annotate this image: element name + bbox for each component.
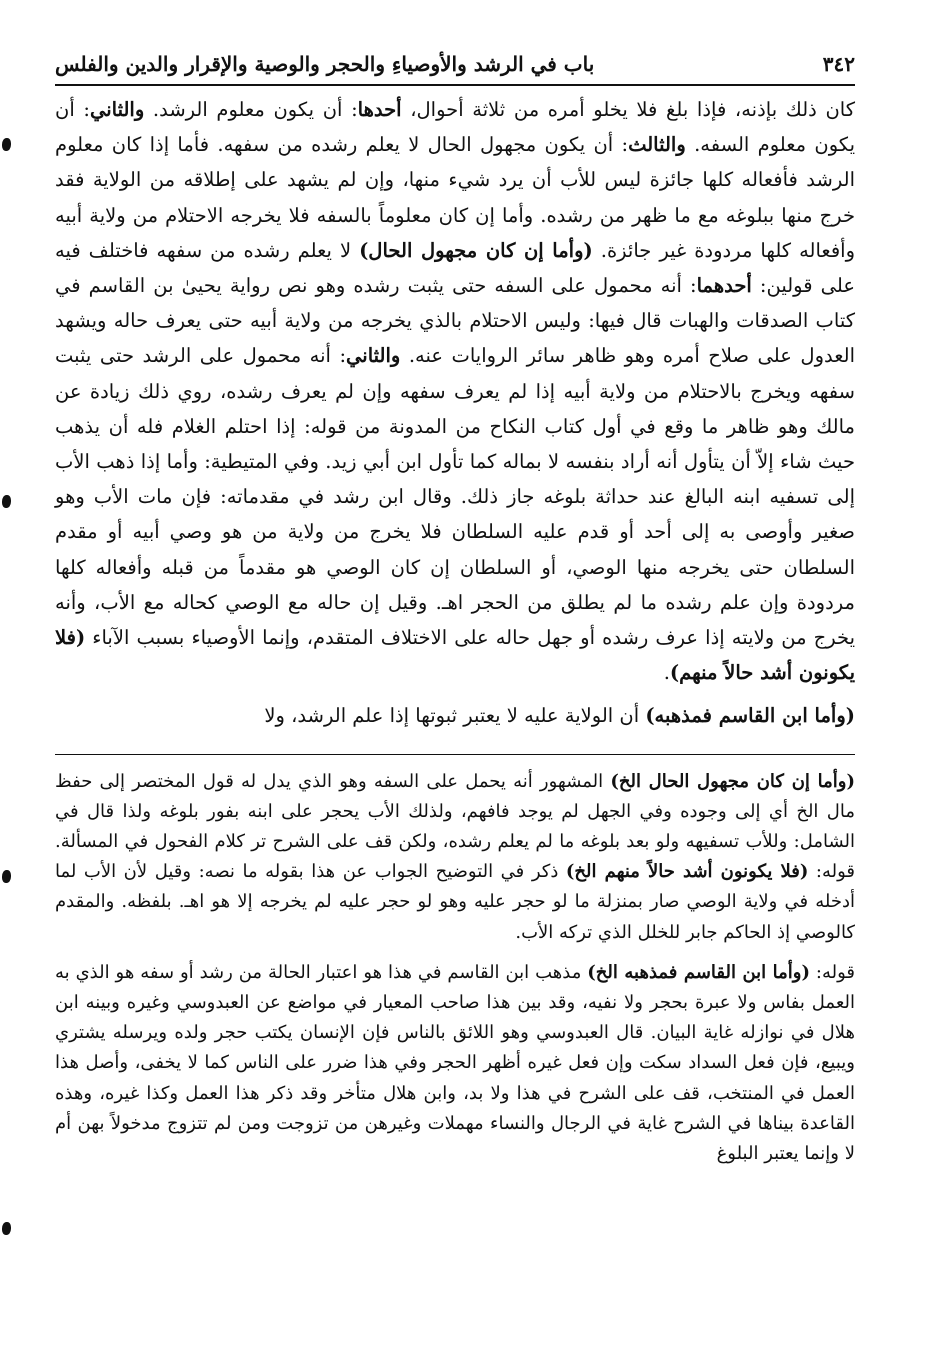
bold-term: أحدها [357,98,402,121]
text-run: : أنه محمول على الرشد حتى يثبت سفهه ويخرج بالاحتلام من ولاية أبيه إذا لم يعرف سفهه وإن لم يعرف رشده، روي ذلك زيادة عن مالك وهو ظاهر ما وقع في أول كتاب النكاح من المدونة من قوله: إذا احتلم الغلام فله أن يذهب حيث شاء إلاّ أن يتأول أنه أراد بنفسه لا بماله كما تأول ابن أبي زيد. وفي المتيطية: وأما إذا ذهب الأب إلى تسفيه ابنه البالغ عند حداثة بلوغه جاز ذلك. وقال ابن رشد في مقدماته: فإن مات الأب وهو صغير وأوصى به إلى أحد أو قدم عليه السلطان فلا يخرج من ولاية من هو وصي أبيه أو مقدم السلطان حتى يخرجه منها الوصي، أو السلطان إن كان الوصي هو مقدماً من قبله وأفعاله كلها مردودة وإن علم رشده ما لم يطلق من الحجر اهـ. وقيل إن حاله مع الوصي كحاله مع الأب، وأنه يخرج من ولايته إذا عرف رشده أو جهل حاله على الاختلاف المتقدم، وإنما الأوصياء بسبب الآباء [55,344,855,650]
bold-term: (وأما ابن القاسم فمذهبه) [645,704,855,728]
text-run: : أن يكون معلوم الرشد. [144,98,358,121]
bold-term: (فلا يكونون أشد حالاً منهم الخ) [565,861,809,883]
bold-term: أحدهما [696,274,752,298]
margin-mark [2,1222,11,1235]
text-run: أن الولاية عليه لا يعتبر ثبوتها إذا علم الرشد، ولا [264,704,646,728]
footnotes [55,767,855,1170]
main-text [55,92,855,734]
margin-mark [2,495,11,508]
footnote-divider [55,754,855,755]
bold-term: والثالث [628,133,686,157]
text-run: : أنه محمول على السفه حتى يثبت رشده وهو نص رواية يحيىٰ بن القاسم في كتاب الصدقات والهبات قال فيها: وليس الاحتلام بالذي يخرجه من ولاية أبيه حتى يعرف حاله ويشهد العدول على صلاح أمره وهو ظاهر سائر الروايات عنه. [55,274,855,368]
footnote-paragraph [55,767,855,948]
page [55,44,855,1169]
text-run: : أن يكون معلوم السفه. [55,98,855,157]
main-paragraph [55,698,855,733]
main-paragraph [55,92,855,690]
text-run: ذكر في التوضيح الجواب عن هذا بقوله ما نصه: وقيل لأن الأب لما أدخله في ولاية الوصي صار بمنزلة ما لو حجر عليه وهو لو حجر عليه لم يخرجه إلا هو اهـ. بلفظه. والمقدم كالوصي إذ الحاكم جابر للخلل الذي تركه الأب. [55,861,855,943]
footnote-paragraph [55,958,855,1169]
text-run: المشهور أنه يحمل على السفه وهو الذي يدل له قول المختصر إلى حفظ مال الخ أي إلى وجوده وفي الجهل لم يوجد فافهم، ولذلك الأب يحجر على ابنه بفور بلوغه ولذا قال في الشامل: وللأب تسفيهه ولو بعد بلوغه ما لم يعلم رشده، ولكن قف على الشرح تر كلام الفحول في المسألة. قوله: [55,770,855,883]
text-run: كان ذلك بإذنه، فإذا بلغ فلا يخلو أمره من ثلاثة أحوال، [401,98,855,121]
text-run: مذهب ابن القاسم في هذا هو اعتبار الحالة من رشد أو سفه هو الذي به العمل بفاس ولا عبرة بحجر ولا نفيه، وقد بين هذا صاحب المعيار في مواضع عن العبدوسي وغيره وبينه ابن هلال في نوازله غاية البيان. قال العبدوسي وهو اللائق بالناس فإن الإنسان يكتب حجر ولده ويرسله يشتري ويبيع، فإن فعل السداد سكت وإن فعل غيره أظهر الحجر وفي هذا ضرر على الناس كما لا يخفى، وأصل هذا العمل في المنتخب، قف على الشرح في هذا ولا بد، وابن هلال متأخر وقد ذكر هذا العمل وكذا غيره، وهذه القاعدة بيناها في الشرح غاية في الرجال والنساء مهملات وغيرهن من تزوجت ومن لم تتزوج مدخولاً بهن أم لا وإنما يعتبر البلوغ [55,961,856,1165]
bold-term: (وأما إن كان مجهول الحال الخ) [610,770,855,792]
running-header [55,44,855,84]
bold-term: (وأما إن كان مجهول الحال) [359,238,593,262]
margin-mark [2,870,11,883]
header-rule [55,84,855,86]
bold-term: (فلا يكونون أشد حالاً منهم) [55,626,855,685]
text-run: : أن يكون مجهول الحال لا يعلم رشده من سفهه. فأما إذا كان معلوم الرشد فأفعاله كلها جائزة ليس للأب أن يرد شيء منها، وإن لم يشهد على إطلاقه من الولاية فقد خرج منها ببلوغه مع ما ظهر من رشده. وأما إن كان معلوماً بالسفه فلا يخرجه الاحتلام من ولاية أبيه وأفعاله كلها مردودة غير جائزة. [55,133,855,262]
page-number: ٣٤٢ [822,52,855,76]
margin-mark [2,138,11,151]
bold-term: (وأما ابن القاسم فمذهبه الخ) [587,961,810,983]
bold-term: والثاني [89,98,145,121]
bold-term: والثاني [346,344,401,368]
chapter-title: باب في الرشد والأوصياءِ والحجر والوصية والإقرار والدين والفلس [55,52,595,76]
text-run: لا يعلم رشده من سفهه فاختلف فيه على قولين: [55,238,855,298]
text-run: قوله: [809,961,855,983]
text-run: . [663,661,670,685]
